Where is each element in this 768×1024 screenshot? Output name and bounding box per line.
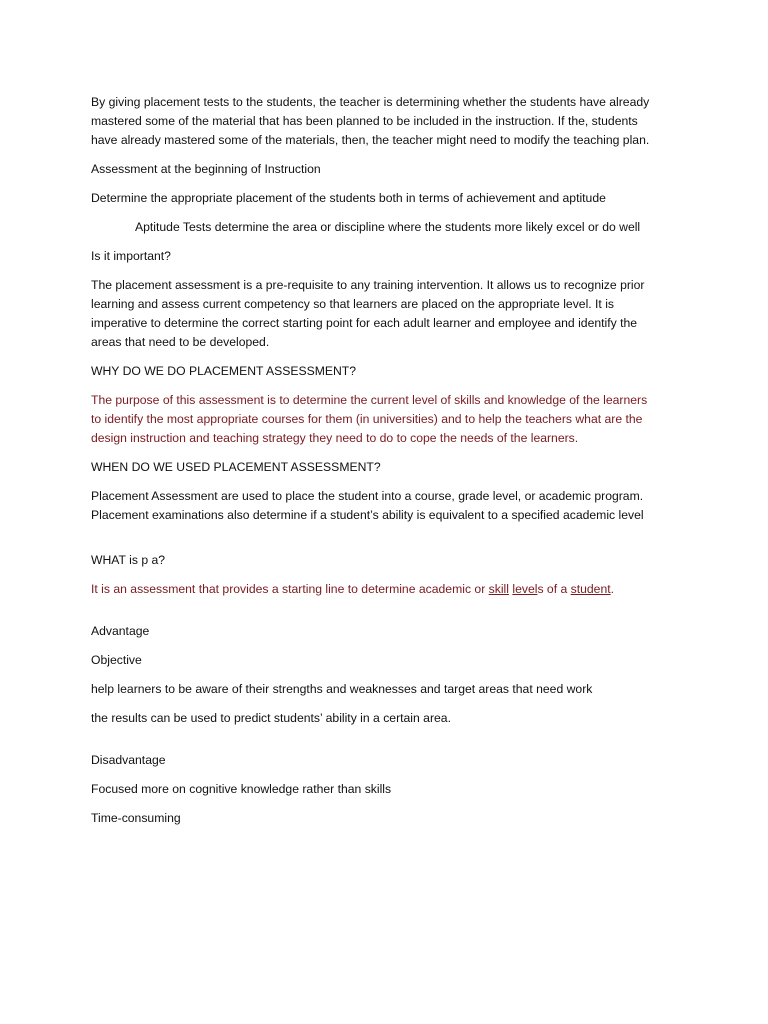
document-page <box>91 93 691 838</box>
text-line: mastered some of the material that has been planned to be included in the instruction. If the, students <box>91 114 638 128</box>
link-skill[interactable]: skill <box>488 582 509 596</box>
heading-when-placement: WHEN DO WE USED PLACEMENT ASSESSMENT? <box>91 460 381 474</box>
text-line: By giving placement tests to the students, the teacher is determining whether the students have already <box>91 95 650 109</box>
heading-is-it-important: Is it important? <box>91 249 171 263</box>
text-line: areas that need to be developed. <box>91 335 270 349</box>
definition-end: . <box>610 582 615 596</box>
link-level[interactable]: level <box>512 582 538 596</box>
definition-text: It is an assessment that provides a starting line to determine academic or <box>91 582 489 596</box>
text-line: Placement Assessment are used to place the student into a course, grade level, or academic program. <box>91 489 644 503</box>
item-predict-ability: the results can be used to predict students’ ability in a certain area. <box>91 711 451 725</box>
heading-what-is-pa: WHAT is p a? <box>91 553 166 567</box>
heading-why-placement: WHY DO WE DO PLACEMENT ASSESSMENT? <box>91 364 357 378</box>
text-line: have already mastered some of the materials, then, the teacher might need to modify the teaching plan. <box>91 133 650 147</box>
paragraph-appropriate-placement: Determine the appropriate placement of the students both in terms of achievement and aptitude <box>91 191 606 205</box>
paragraph-assessment-beginning: Assessment at the beginning of Instruction <box>91 162 321 176</box>
text-line: learning and assess current competency so that learners are placed on the appropriate level. It is <box>91 297 615 311</box>
paragraph-purpose <box>91 391 691 448</box>
paragraph-placement-used <box>91 487 691 525</box>
item-strengths-weaknesses: help learners to be aware of their strengths and weaknesses and target areas that need work <box>91 682 593 696</box>
heading-advantage: Advantage <box>91 624 150 638</box>
text-line: Placement examinations also determine if a student’s ability is equivalent to a specified academic level <box>91 508 644 522</box>
item-time-consuming: Time-consuming <box>91 811 181 825</box>
heading-disadvantage: Disadvantage <box>91 753 166 767</box>
definition-text: s of a <box>537 582 571 596</box>
text-line: to identify the most appropriate courses for them (in universities) and to help the teachers what are the <box>91 412 643 426</box>
item-objective: Objective <box>91 653 142 667</box>
link-student[interactable]: student <box>570 582 611 596</box>
paragraph-aptitude-tests: Aptitude Tests determine the area or discipline where the students more likely excel or do well <box>135 220 641 234</box>
paragraph-placement-tests <box>91 93 691 150</box>
item-cognitive-knowledge: Focused more on cognitive knowledge rather than skills <box>91 782 392 796</box>
text-line: The placement assessment is a pre-requisite to any training intervention. It allows us to recognize prior <box>91 278 645 292</box>
paragraph-definition <box>91 580 691 599</box>
text-line: imperative to determine the correct starting point for each adult learner and employee and identify the <box>91 316 638 330</box>
text-line: design instruction and teaching strategy they need to do to cope the needs of the learners. <box>91 431 579 445</box>
text-line: The purpose of this assessment is to determine the current level of skills and knowledge of the learners <box>91 393 648 407</box>
paragraph-prerequisite <box>91 276 691 352</box>
